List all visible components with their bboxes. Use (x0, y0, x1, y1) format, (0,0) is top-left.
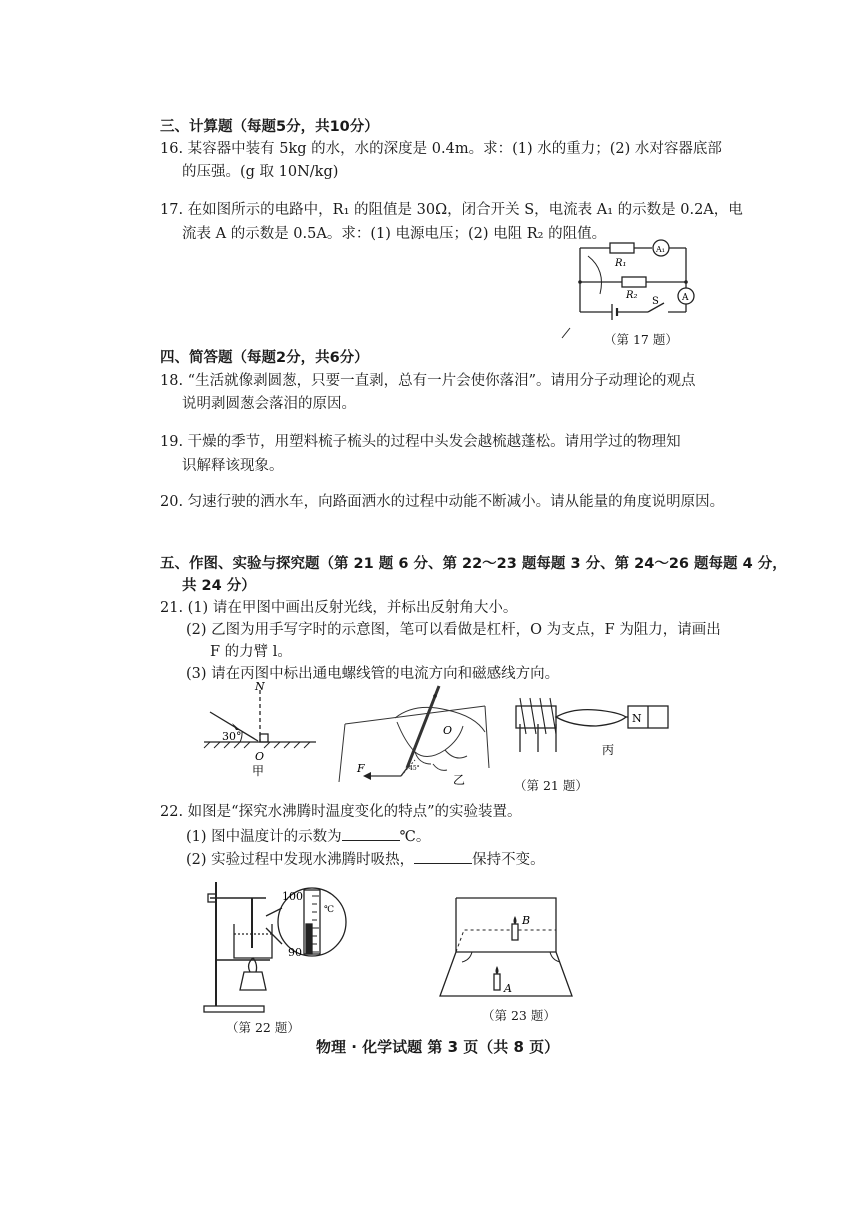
bing-label: 丙 (602, 743, 615, 757)
fig17-caption: （第 17 题） (604, 332, 678, 347)
a-label: A (682, 293, 689, 303)
candle-b-label: B (522, 914, 531, 927)
fig22-caption: （第 22 题） (226, 1020, 300, 1035)
q22-line1: 22. 如图是“探究水沸腾时温度变化的特点”的实验装置。 (160, 804, 522, 820)
normal-n-label: N (255, 680, 265, 693)
section-4-title: 四、简答题（每题2分，共6分） (160, 350, 369, 366)
magnet-n-label: N (632, 712, 642, 725)
q22-part2 (186, 849, 545, 870)
candle-a-label: A (504, 982, 512, 995)
q17-line1: 17. 在如图所示的电路中，R₁ 的阻值是 30Ω，闭合开关 S，电流表 A₁ 的示数是 0.2A，电 (160, 202, 743, 218)
q22-part2-text-b: 保持不变。 (472, 852, 545, 868)
section-5-title-line2: 共 24 分） (182, 578, 256, 594)
q21-part2-line1: (2) 乙图为用手写字时的示意图，笔可以看做是杠杆，O 为支点，F 为阻力，请画出 (186, 622, 721, 638)
boiling-apparatus-diagram (200, 868, 360, 1018)
q18-line1: 18. “生活就像剥圆葱，只要一直剥，总有一片会使你落泪”。请用分子动理论的观点 (160, 373, 696, 389)
plane-mirror-diagram (432, 888, 582, 1000)
q21-part2-line2: F 的力臂 l。 (210, 644, 292, 660)
q20-line: 20. 匀速行驶的洒水车，向路面洒水的过程中动能不断减小。请从能量的角度说明原因。 (160, 494, 725, 510)
q17-line2: 流表 A 的示数是 0.5A。求：(1) 电源电压；(2) 电阻 R₂ 的阻值。 (182, 226, 607, 242)
r2-label: R₂ (626, 290, 638, 301)
yi-label: 乙 (453, 773, 466, 787)
q21-part3: (3) 请在丙图中标出通电螺线管的电流方向和磁感线方向。 (186, 666, 560, 682)
q22-part1-text-b: ℃。 (399, 829, 431, 845)
r1-label: R₁ (615, 258, 627, 269)
reflection-diagram-jia (200, 678, 320, 778)
section-5-title-line1: 五、作图、实验与探究题（第 21 题 6 分、第 22～23 题每题 3 分、第 24～26 题每题 4 分， (160, 556, 787, 572)
point-o-label: O (255, 750, 265, 763)
fig23-caption: （第 23 题） (482, 1008, 556, 1023)
solenoid-diagram-bing (512, 694, 672, 764)
q22-part1-text-a: (1) 图中温度计的示数为 (186, 829, 342, 845)
page-footer: 物理 · 化学试题 第 3 页（共 8 页） (316, 1038, 560, 1056)
hand-writing-diagram-yi (335, 672, 495, 790)
q19-line1: 19. 干燥的季节，用塑料梳子梳头的过程中头发会越梳越蓬松。请用学过的物理知 (160, 434, 681, 450)
q22-part1 (186, 826, 430, 847)
q22-part2-text-a: (2) 实验过程中发现水沸腾时吸热， (186, 852, 415, 868)
fig21-caption: （第 21 题） (514, 778, 588, 793)
thermometer-unit-label: ℃ (324, 905, 335, 915)
q19-line2: 识解释该现象。 (182, 458, 284, 474)
angle-45-label: 45° (409, 765, 420, 772)
a1-label: A₁ (656, 245, 665, 254)
jia-label: 甲 (252, 764, 265, 778)
thermometer-100-label: 100 (282, 890, 303, 903)
q16-line1: 16. 某容器中装有 5kg 的水，水的深度是 0.4m。求：(1) 水的重力；(2) 水对容器底部 (160, 141, 722, 157)
angle-30-label: 30° (222, 730, 242, 743)
q18-line2: 说明剥圆葱会落泪的原因。 (182, 396, 356, 412)
thermometer-90-label: 90 (288, 946, 302, 959)
q16-line2: 的压强。(g 取 10N/kg) (182, 164, 339, 180)
section-3-title: 三、计算题（每题5分，共10分） (160, 119, 379, 135)
force-f-label: F (357, 762, 365, 775)
q22-answer-blank-1[interactable] (342, 826, 400, 841)
q21-part1: 21. (1) 请在甲图中画出反射光线，并标出反射角大小。 (160, 600, 518, 616)
s-label: S (652, 296, 659, 307)
q22-answer-blank-2[interactable] (414, 849, 472, 864)
fulcrum-o-label: O (443, 724, 453, 737)
